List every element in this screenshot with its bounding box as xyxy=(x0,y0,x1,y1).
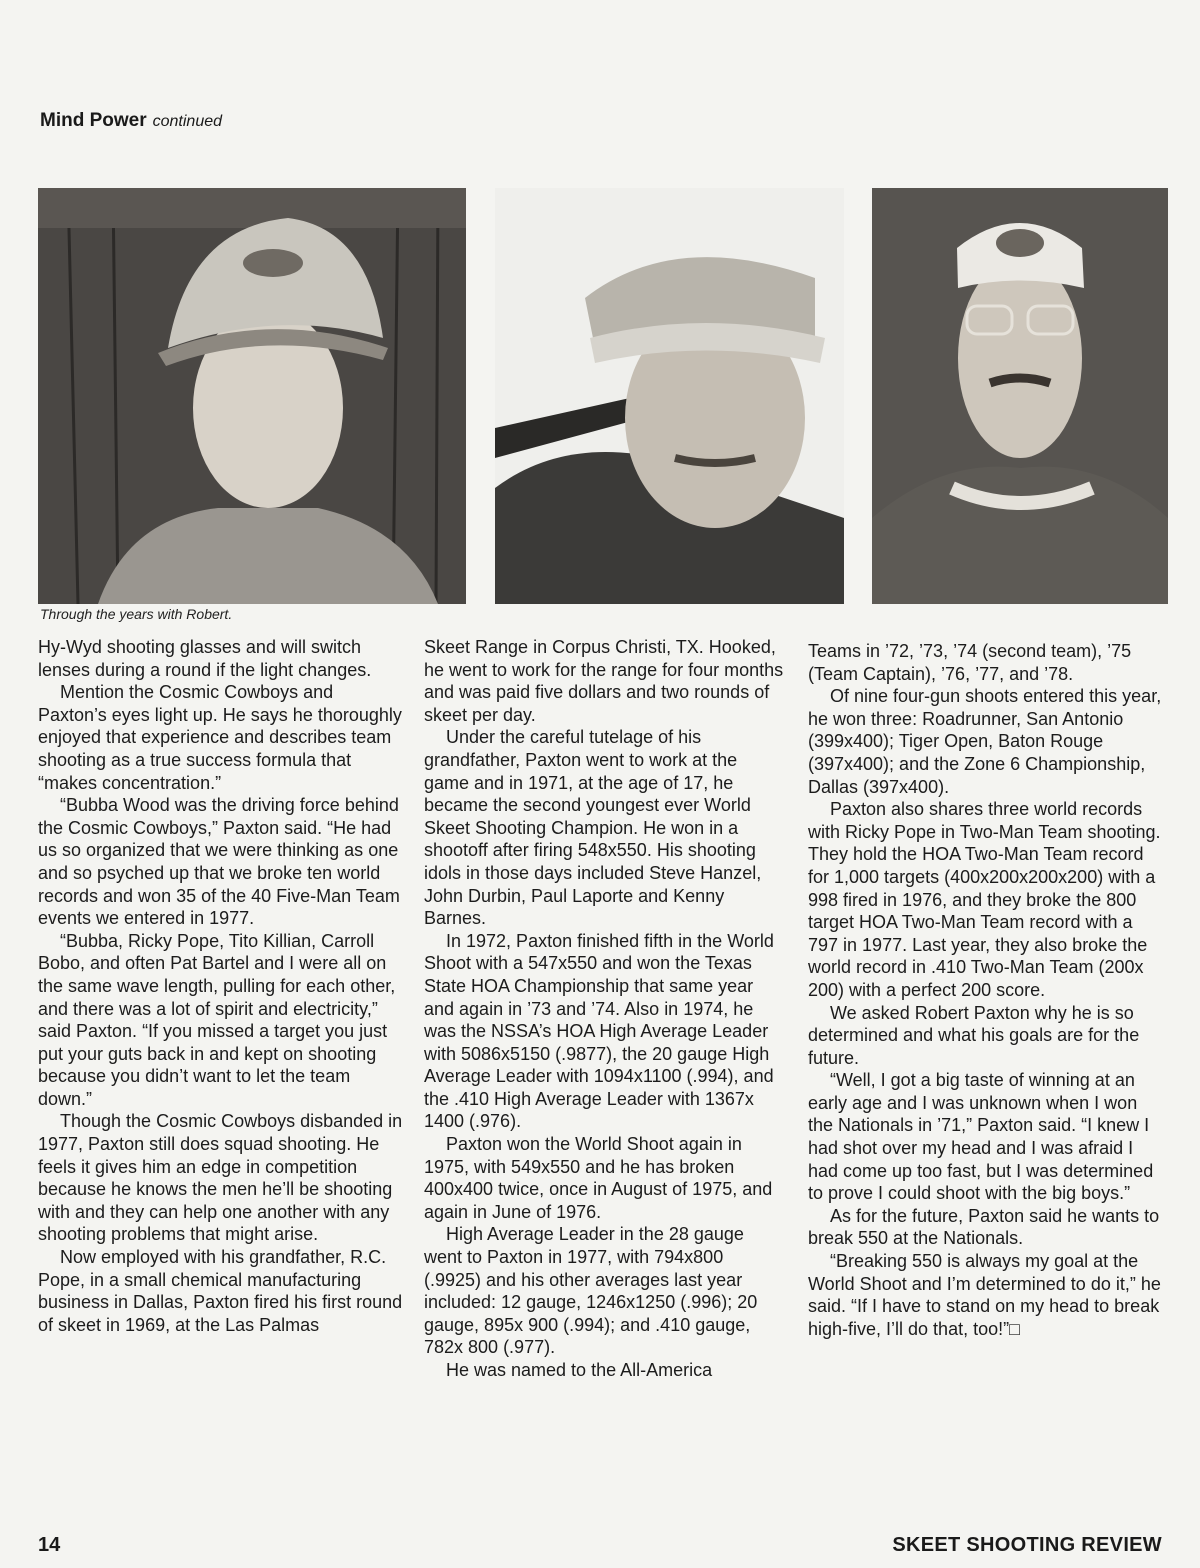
article-column-1 xyxy=(38,636,406,1336)
article-column-2 xyxy=(424,636,784,1382)
article-header xyxy=(40,110,222,132)
photo-paxton-aiming xyxy=(495,188,844,604)
article-title: Mind Power xyxy=(40,110,147,131)
paragraph: Skeet Range in Corpus Christi, TX. Hooked, he went to work for the range for four months and was paid five dollars and two rounds of skeet per day. xyxy=(424,637,784,725)
photo-caption: Through the years with Robert. xyxy=(40,606,233,622)
paragraph: Paxton also shares three world records with Ricky Pope in Two-Man Team shooting. They hold the HOA Two-Man Team record for 1,000 targets (400x200x200x200) with a 998 fired in 1976, and they broke the 800 target HOA Two-Man Team record with a 797 in 1977. Last year, they also broke the world record in .410 Two-Man Team (200x 200) with a perfect 200 score. xyxy=(808,799,1161,1000)
paragraph: As for the future, Paxton said he wants to break 550 at the Nationals. xyxy=(808,1205,1160,1249)
paragraph: Teams in ’72, ’73, ’74 (second team), ’75 (Team Captain), ’76, ’77, and ’78. xyxy=(808,641,1132,684)
paragraph: Under the careful tutelage of his grandfather, Paxton went to work at the game and in 1971, at the age of 17, he became the second youngest ever World Skeet Shooting Champion. He won in a shootoff after firing 548x550. His shooting idols in those days included Steve Hanzel, John Durbin, Paul Laporte and Kenny Barnes. xyxy=(424,727,762,929)
paragraph: “Well, I got a big taste of winning at an early age and I was unknown when I won the Nationals in ’71,” Paxton said. “I knew I had shot over my head and I was afraid I had come up too fast, but I was determined to prove I could shoot with the big boys.” xyxy=(808,1070,1154,1204)
paragraph: Paxton won the World Shoot again in 1975, with 549x550 and he has broken 400x400 twice, once in August of 1975, and again in June of 1976. xyxy=(424,1134,773,1222)
paragraph: “Bubba Wood was the driving force behind the Cosmic Cowboys,” Paxton said. “He had us so organized that we were thinking as one and so psyched up that we broke ten world records and won 35 of the 40 Five-Man Team events we entered in 1977. xyxy=(38,795,400,929)
paragraph: Though the Cosmic Cowboys disbanded in 1977, Paxton still does squad shooting. He feels it gives him an edge in competition because he knows the men he’ll be shooting with and they can help one another with any shooting problems that might arise. xyxy=(38,1111,403,1245)
article-column-3 xyxy=(808,640,1164,1340)
continued-label: continued xyxy=(152,113,223,130)
paragraph: “Breaking 550 is always my goal at the World Shoot and I’m determined to do it,” he said. “If I have to stand on my head to break high-five, I’ll do that, too!”□ xyxy=(808,1251,1161,1339)
magazine-name: SKEET SHOOTING REVIEW xyxy=(892,1534,1162,1556)
paragraph: Hy-Wyd shooting glasses and will switch lenses during a round if the light changes. xyxy=(38,637,372,680)
page-number: 14 xyxy=(38,1534,61,1556)
paragraph: We asked Robert Paxton why he is so determined and what his goals are for the future. xyxy=(808,1002,1140,1068)
paragraph: High Average Leader in the 28 gauge went to Paxton in 1977, with 794x800 (.9925) and his other averages last year included: 12 gauge, 1246x1250 (.996); 20 gauge, 895x 900 (.994); and .410 gauge, 782x 800 (.977). xyxy=(424,1224,758,1358)
paragraph: He was named to the All-America xyxy=(446,1360,713,1380)
photo-young-paxton xyxy=(38,188,466,604)
paragraph: Now employed with his grandfather, R.C. Pope, in a small chemical manufacturing business in Dallas, Paxton fired his first round of skeet in 1969, at the Las Palmas xyxy=(38,1247,403,1335)
paragraph: “Bubba, Ricky Pope, Tito Killian, Carroll Bobo, and often Pat Bartel and I were all on the same wave length, pulling for each other, and there was a lot of spirit and electricity,” said Paxton. “If you missed a target you just put your guts back in and kept on shooting because you didn’t want to let the team down.” xyxy=(38,930,396,1109)
paragraph: Mention the Cosmic Cowboys and Paxton’s eyes light up. He says he thoroughly enjoyed that experience and describes team shooting as a true success formula that “makes concentration.” xyxy=(38,682,402,793)
paragraph: Of nine four-gun shoots entered this year, he won three: Roadrunner, San Antonio (399x400); Tiger Open, Baton Rouge (397x400); and the Zone 6 Championship, Dallas (397x400). xyxy=(808,686,1162,797)
paragraph: In 1972, Paxton finished fifth in the World Shoot with a 547x550 and won the Texas State HOA Championship that same year and again in ’73 and ’74. Also in 1974, he was the NSSA’s HOA High Average Leader with 5086x5150 (.9877), the 20 gauge High Average Leader with 1094x1100 (.994), and the .410 High Average Leader with 1367x 1400 (.976). xyxy=(424,930,774,1132)
photo-paxton-glasses xyxy=(872,188,1168,604)
